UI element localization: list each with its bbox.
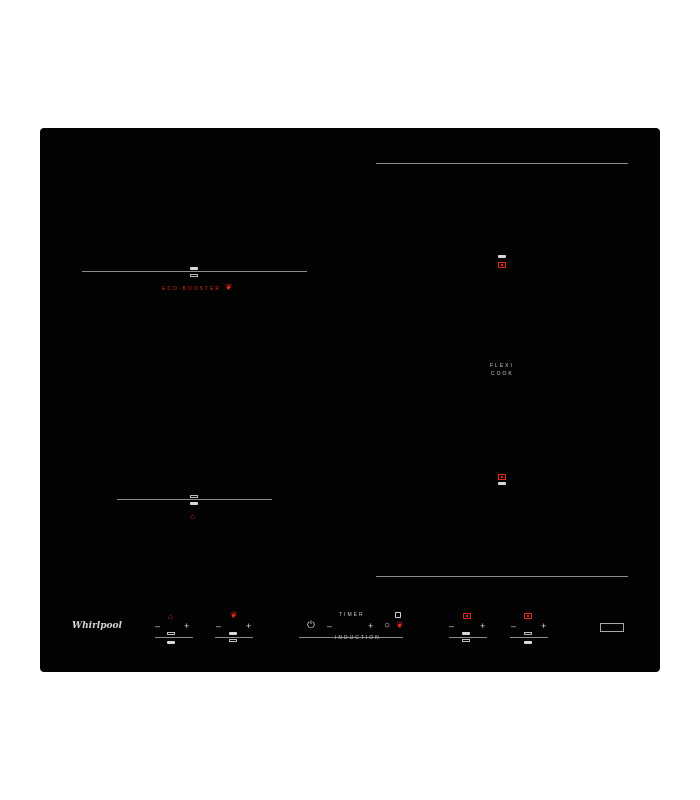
control-1-box: [167, 632, 175, 635]
induction-label: INDUCTION: [335, 635, 381, 641]
timer-minus-button[interactable]: –: [327, 621, 333, 631]
control-1-bar: [167, 641, 175, 644]
minus-button-2[interactable]: –: [216, 621, 222, 631]
flexi-zone-top-line: [376, 163, 628, 164]
power-icon[interactable]: ⏻: [307, 620, 315, 631]
minus-button-4[interactable]: –: [511, 621, 517, 631]
pot-icon: ⌂: [190, 512, 195, 521]
control-4-line: [510, 637, 548, 638]
zone-rear-left-line: [117, 499, 272, 500]
flexi-label: FLEXI: [490, 363, 514, 369]
key-lock-icon[interactable]: [395, 612, 401, 618]
leaf-icon: ❦: [230, 610, 238, 620]
flexi-zone-icon-bottom: [498, 474, 506, 480]
plus-button-4[interactable]: +: [541, 621, 547, 631]
minus-button-3[interactable]: –: [449, 621, 455, 631]
pause-leaf-icon[interactable]: ❦: [396, 620, 404, 630]
control-3-line: [449, 637, 487, 638]
circle-button[interactable]: ○: [384, 620, 391, 631]
zone-rear-left-level-bar: [190, 502, 198, 505]
pot-icon: ⌂: [168, 612, 173, 621]
plus-button-3[interactable]: +: [480, 621, 486, 631]
flexi-bottom-level-bar: [498, 482, 506, 485]
control-1-line: [155, 637, 193, 638]
control-3-box: [462, 639, 470, 642]
control-4-bar: [524, 641, 532, 644]
timer-label: TIMER: [339, 612, 365, 618]
zone-front-left-line: [82, 271, 307, 272]
plus-button-2[interactable]: +: [246, 621, 252, 631]
leaf-icon: ❦: [225, 282, 233, 292]
control-2-line: [215, 637, 253, 638]
cook-label: COOK: [491, 371, 514, 377]
zone-rear-left-level-box: [190, 495, 198, 498]
flexi-zone-bottom-line: [376, 576, 628, 577]
zone-front-left-level-box: [190, 274, 198, 277]
flexi-zone-icon-ctrl-4: [524, 613, 532, 619]
control-2-box: [229, 639, 237, 642]
flexi-top-level-bar: [498, 255, 506, 258]
flexi-zone-icon-ctrl-3: [463, 613, 471, 619]
control-3-bar: [462, 632, 470, 635]
eco-booster-label: ECO-BOOSTER: [162, 286, 221, 292]
timer-display: [600, 623, 624, 632]
control-2-bar: [229, 632, 237, 635]
flexi-zone-icon: [498, 262, 506, 268]
plus-button-1[interactable]: +: [184, 621, 190, 631]
zone-front-left-level-bar: [190, 267, 198, 270]
minus-button-1[interactable]: –: [155, 621, 161, 631]
brand-logo: Whirlpool: [72, 621, 122, 631]
cooktop-surface: [40, 128, 660, 672]
control-4-box: [524, 632, 532, 635]
timer-plus-button[interactable]: +: [368, 621, 374, 631]
